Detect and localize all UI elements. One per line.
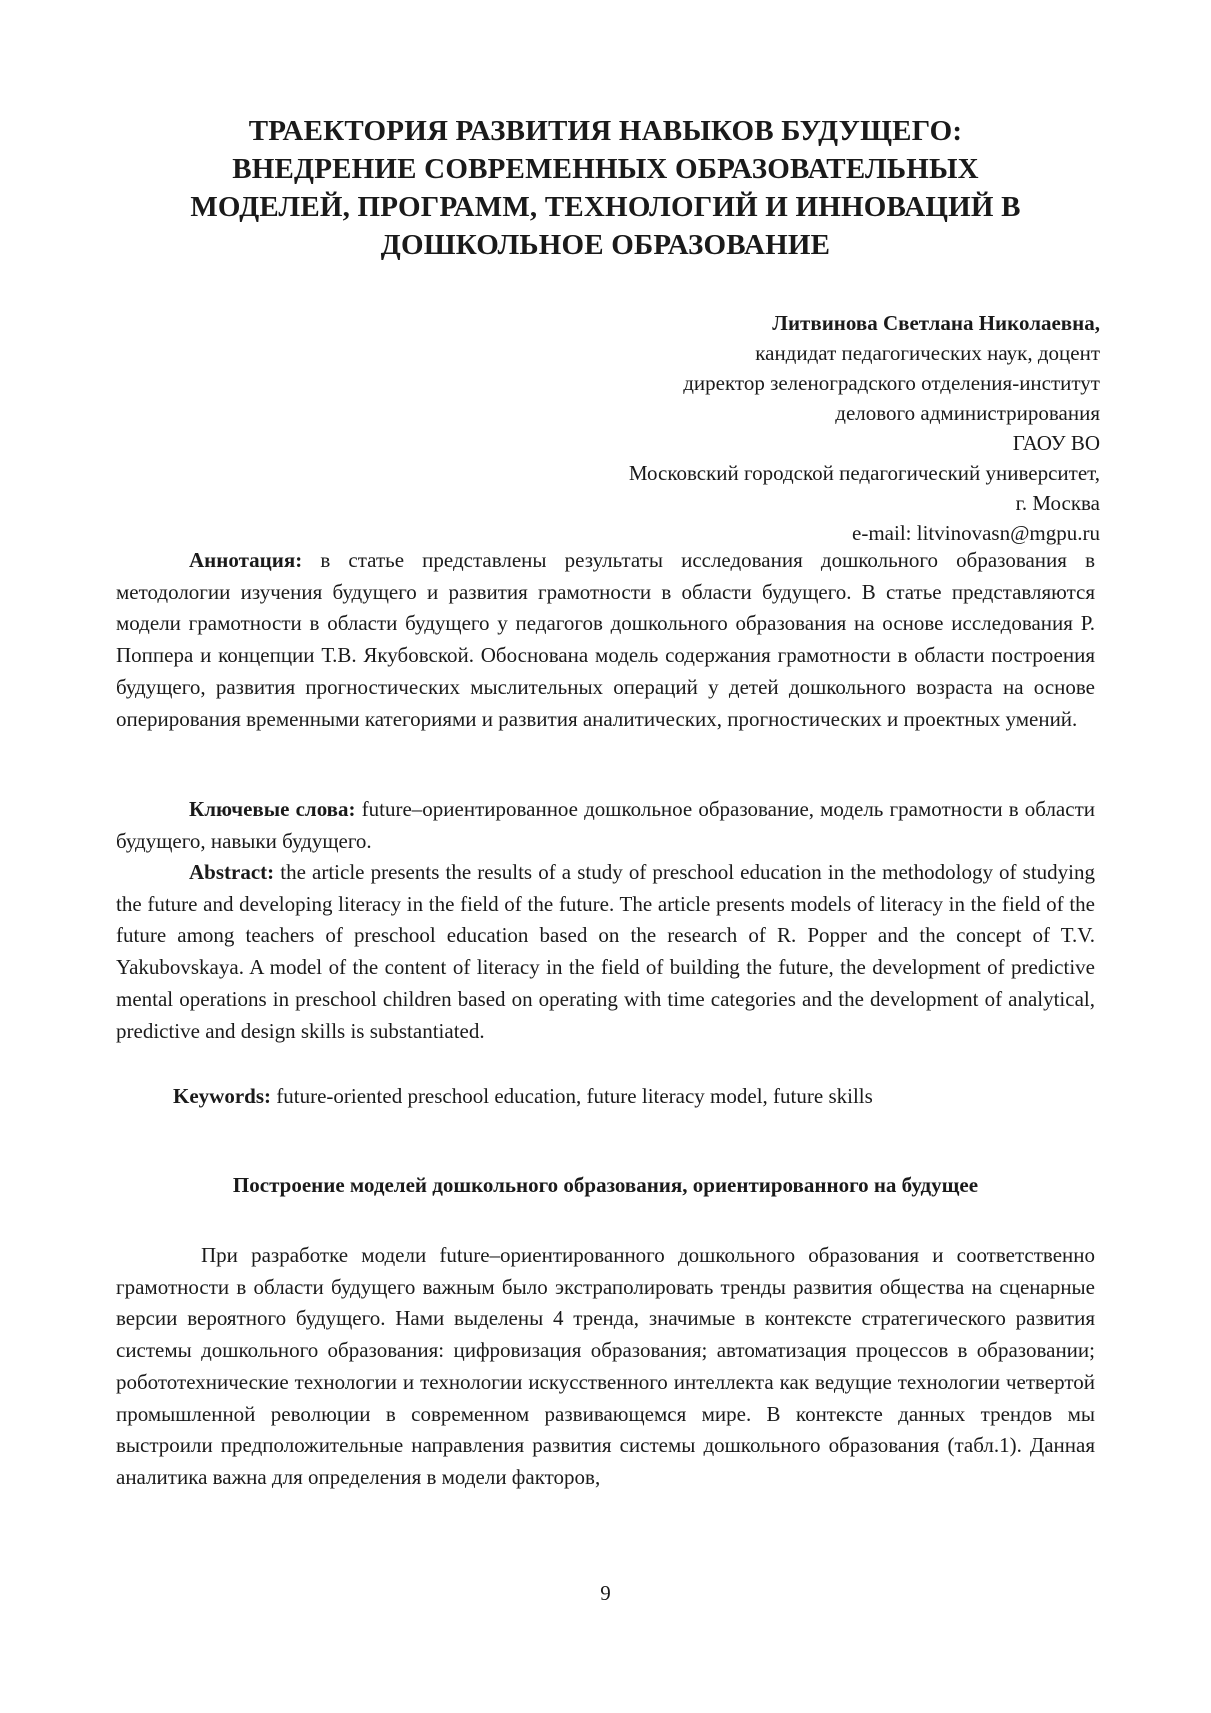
title-line-4: ДОШКОЛЬНОЕ ОБРАЗОВАНИЕ: [380, 229, 831, 261]
author-position: директор зеленоградского отделения-институт: [683, 371, 1100, 395]
author-degree: кандидат педагогических наук, доцент: [755, 341, 1100, 365]
annotation-label: Аннотация:: [189, 548, 303, 572]
author-institute: делового администрирования: [835, 401, 1100, 425]
keywords-ru-text: future–ориентированное дошкольное образование, модель грамотности в области будущего, навыки будущего.: [116, 797, 1095, 853]
keywords-ru-label: Ключевые слова:: [189, 797, 356, 821]
abstract-en-paragraph: [116, 857, 1095, 1047]
body-paragraph: При разработке модели future–ориентированного дошкольного образования и соответственно грамотности в области будущего важным было экстраполировать тренды развития общества на сценарные версии вероятного будущего. Нами выделены 4 тренда, значимые в контексте стратегического развития системы дошкольного образования: цифровизация образования; автоматизация процессов в образовании; робототехнические технологии и технологии искусственного интеллекта как ведущие технологии четвертой промышленной революции в современном развивающемся мире. В контексте данных трендов мы выстроили предположительные направления развития системы дошкольного образования (табл.1). Данная аналитика важна для определения в модели факторов,: [116, 1243, 1095, 1489]
keywords-en-label: Keywords:: [173, 1084, 271, 1108]
keywords-en-text: future-oriented preschool education, future literacy model, future skills: [271, 1084, 873, 1108]
abstract-en-label: Abstract:: [189, 860, 275, 884]
article-title: [110, 112, 1101, 264]
page-number: 9: [600, 1581, 611, 1605]
author-block: [629, 308, 1100, 548]
keywords-ru-paragraph: [116, 794, 1095, 857]
author-email: e-mail: litvinovasn@mgpu.ru: [852, 521, 1100, 545]
author-org-type: ГАОУ ВО: [1012, 431, 1100, 455]
keywords-en-paragraph: [116, 1081, 1095, 1113]
annotation-text: в статье представлены результаты исследования дошкольного образования в методологии изучения будущего и развития грамотности в области будущего. В статье представляются модели грамотности в области будущего у педагогов дошкольного образования на основе исследования Р. Поппера и концепции Т.В. Якубовской. Обоснована модель содержания грамотности в области построения будущего, развития прогностических мыслительных операций у детей дошкольного возраста на основе оперирования временными категориями и развития аналитических, прогностических и проектных умений.: [116, 548, 1095, 731]
author-city: г. Москва: [1015, 491, 1100, 515]
title-line-3: МОДЕЛЕЙ, ПРОГРАММ, ТЕХНОЛОГИЙ И ИННОВАЦИЙ В: [190, 191, 1021, 223]
author-name: Литвинова Светлана Николаевна,: [772, 311, 1100, 335]
title-line-2: ВНЕДРЕНИЕ СОВРЕМЕННЫХ ОБРАЗОВАТЕЛЬНЫХ: [232, 153, 979, 185]
author-university: Московский городской педагогический университет,: [628, 461, 1100, 485]
section-heading: Построение моделей дошкольного образования, ориентированного на будущее: [232, 1173, 979, 1197]
title-line-1: ТРАЕКТОРИЯ РАЗВИТИЯ НАВЫКОВ БУДУЩЕГО:: [248, 115, 963, 147]
annotation-paragraph: [116, 545, 1095, 735]
abstract-en-text: the article presents the results of a study of preschool education in the methodology of studying the future and developing literacy in the field of the future. The article presents models of literacy in the field of the future among teachers of preschool education based on the research of R. Popper and the concept of T.V. Yakubovskaya. A model of the content of literacy in the field of building the future, the development of predictive mental operations in preschool children based on operating with time categories and the development of analytical, predictive and design skills is substantiated.: [116, 860, 1095, 1043]
